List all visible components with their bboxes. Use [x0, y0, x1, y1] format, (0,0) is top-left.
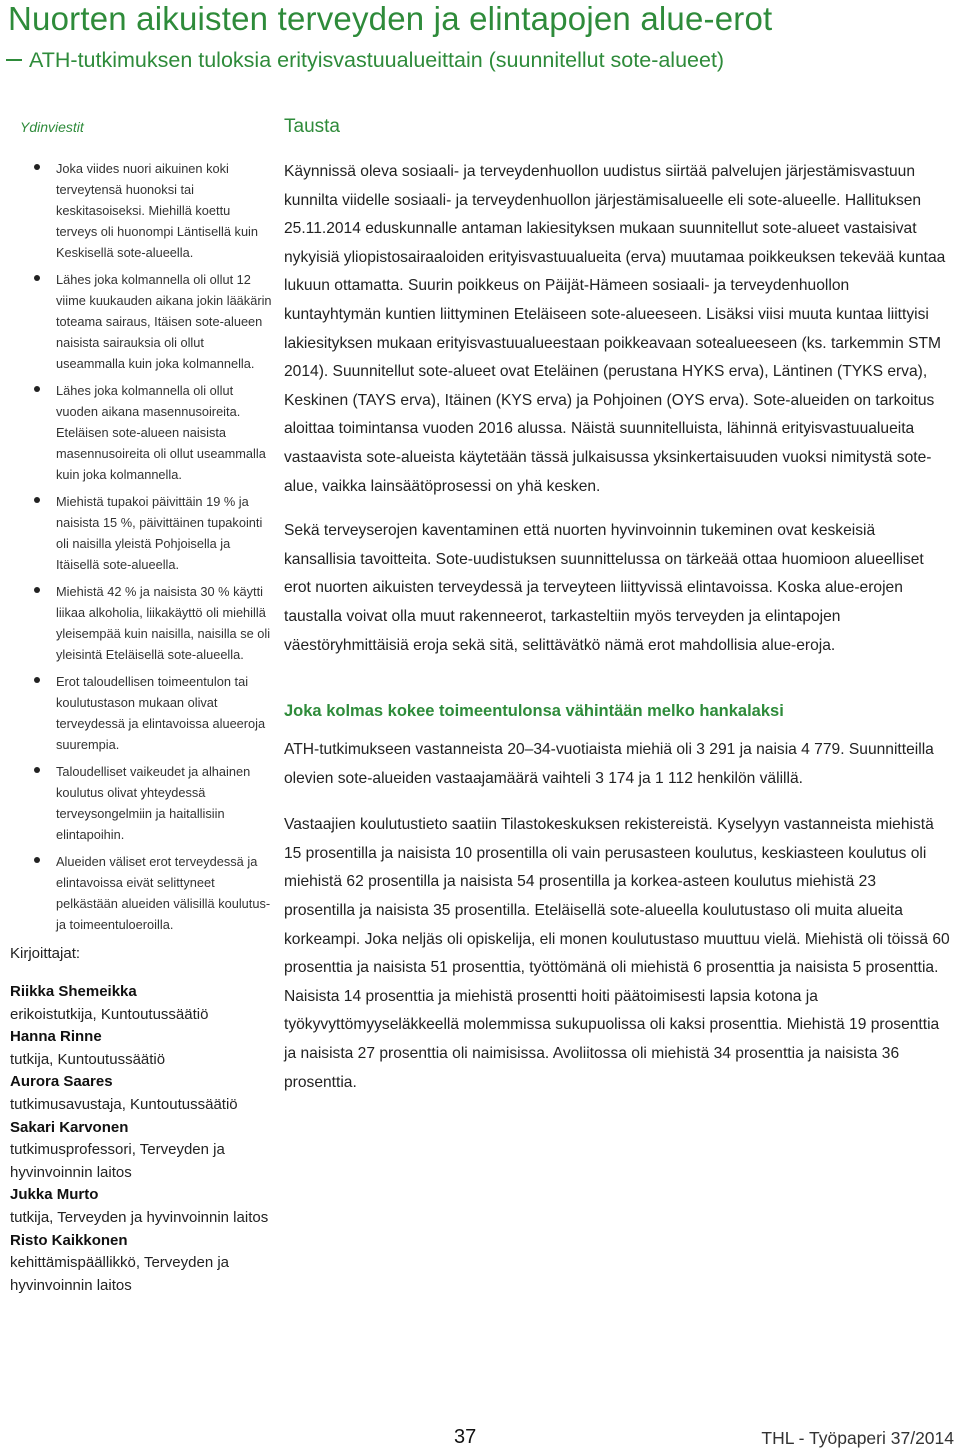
subtitle-row [0, 46, 960, 74]
dash-decoration [6, 59, 22, 61]
background-paragraph-1: Käynnissä oleva sosiaali- ja terveydenhuollon uudistus siirtää palvelujen järjestämisvastuun kunnilta viidelle sosiaali- ja terveydenhuollon järjestämisalueelle eli sote-alueelle. Hallituksen 25.11.2014 eduskunnalle antaman lakiesityksen mukaan suunnitellut sote-alueet vastaisivat nykyisiä yliopistosairaaloiden erityisvastuualueita (erva) muutamaa poikkeuksen tekevää kuntaa lukuun ottamatta. Suurin poikkeus on Päijät-Hämeen sosiaali- ja terveydenhuollon kuntayhtymän kuntien liittyminen Eteläiseen sote-alueeseen. Lisäksi viisi muuta kuntaa liittyisi lakiesityksen mukaan erityisvastuualueestaan poikkeavaan sotealueeseen (ks. tarkemmin STM 2014). Suunnitellut sote-alueet ovat Eteläinen (perustana HYKS erva), Läntinen (TYKS erva), Keskinen (TAYS erva), Itäinen (KYS erva) ja Pohjoinen (OYS erva). Sote-alueiden on tarkoitus aloittaa toimintansa vuoden 2016 alussa. Näistä suunnitelluista, lähinnä erityisvastuualueita vastaavista sote-alueista käytetään tässä julkaisussa yksinkertaisuuden vuoksi nimitystä sote-alue, vaikka lainsäätöprosessi on yhä kesken. [284, 163, 946, 495]
bullet-icon [34, 164, 40, 170]
key-messages-column [10, 114, 272, 941]
key-message-text: Miehistä 42 % ja naisista 30 % käytti liikaa alkoholia, liikakäyttö oli miehillä yleisempää kuin naisilla, naisilla se oli yleisintä Eteläisellä sote-alueella. [56, 584, 271, 662]
key-message-text: Taloudelliset vaikeudet ja alhainen koulutus olivat yhteydessä terveysongelmiin ja haitallisiin elintapoihin. [56, 764, 251, 842]
key-message-text: Alueiden väliset erot terveydessä ja elintavoissa eivät selittyneet pelkästään alueiden välisillä koulutus- ja toimeentuloeroilla. [56, 854, 271, 932]
bullet-icon [34, 587, 40, 593]
key-messages-heading: Ydinviestit [20, 119, 84, 135]
authors-heading: Kirjoittajat: [10, 945, 81, 962]
income-paragraph-1: ATH-tutkimukseen vastanneista 20–34-vuotiaista miehiä oli 3 291 ja naisia 4 779. Suunnitteilla olevien sote-alueiden vastaajamäärä vaihteli 3 174 ja 1 112 henkilön välillä. [284, 741, 934, 787]
authors-section [10, 943, 280, 1297]
key-message-text: Lähes joka kolmannella oli ollut vuoden aikana masennusoireita. Eteläisen sote-alueen naisista masennusoireita oli ollut useammalla kuin joka kolmannella. [56, 383, 266, 482]
author-role: erikoistutkija, Kuntoutussäätiö [10, 1005, 209, 1023]
bullet-icon [34, 857, 40, 863]
author-role: tutkimusprofessori, Terveyden ja hyvinvoinnin laitos [10, 1141, 225, 1181]
key-message-item [10, 761, 272, 845]
page-title: Nuorten aikuisten terveyden ja elintapojen alue-erot [8, 0, 773, 37]
key-message-item [10, 158, 272, 263]
key-message-text: Lähes joka kolmannella oli ollut 12 viime kuukauden aikana jokin lääkärin toteama sairaus, Itäisen sote-alueen naisista sairauksia oli ollut useammalla kuin joka kolmannella. [56, 272, 272, 371]
author-name: Riikka Shemeikka [10, 983, 137, 1000]
author-name: Aurora Saares [10, 1073, 113, 1091]
author-name: Sakari Karvonen [10, 1118, 129, 1136]
bullet-icon [34, 677, 40, 683]
bullet-icon [34, 386, 40, 392]
income-heading: Joka kolmas kokee toimeentulonsa vähintään melko hankalaksi [284, 702, 784, 721]
key-message-text: Miehistä tupakoi päivittäin 19 % ja naisista 15 %, päivittäinen tupakointi oli naisilla yleistä Pohjoisella ja Itäisellä sote-alueella. [56, 494, 263, 572]
income-paragraph-2: Vastaajien koulutustieto saatiin Tilastokeskuksen rekistereistä. Kyselyyn vastanneista miehistä 15 prosentilla ja naisista 10 prosentilla oli vain perusasteen koulutus, keskiasteen koulutus oli miehistä 62 prosentilla ja naisista 54 prosentilla ja korkea-asteen koulutus miehistä 23 prosentilla ja naisista 35 prosentilla. Eteläisellä sote-alueella koulutustaso oli muita alueita korkeampi. Joka neljäs oli opiskelija, eli monen koulutustaso muuttuu vielä. Miehistä oli töissä 60 prosenttia ja naisista 51 prosenttia, työttömänä oli miehistä 6 prosenttia ja naisista 5 prosenttia. Naisista 14 prosenttia ja miehistä prosentti hoiti päätoimisesti lapsia kotona ja työkyvyttömyyseläkkeellä molemmissa sukupuolissa oli kaksi prosenttia. Miehistä 19 prosenttia ja naisista 27 prosenttia oli naimisissa. Avoliitossa oli miehistä 34 prosenttia ja naisista 36 prosenttia. [284, 816, 950, 1091]
author-list [10, 981, 280, 1297]
background-heading: Tausta [284, 116, 340, 137]
author-role: kehittämispäällikkö, Terveyden ja hyvinvoinnin laitos [10, 1254, 230, 1294]
key-message-item [10, 581, 272, 665]
background-paragraph-2: Sekä terveyserojen kaventaminen että nuorten hyvinvoinnin tukeminen ovat keskeisiä kansallisia tavoitteita. Sote-uudistuksen suunnittelussa on tärkeää ottaa huomioon alueelliset erot nuorten aikuisten terveydessä ja terveyteen liittyvissä elintavoissa. Koska alue-erojen taustalla voivat olla muut rakenneerot, tarkasteltiin myös terveyden ja elintapojen väestöryhmittäisiä eroja sekä sitä, selittävätkö nämä erot mahdollisia alue-eroja. [284, 522, 924, 654]
page-subtitle: ATH-tutkimuksen tuloksia erityisvastuualueittain (suunnitellut sote-alueet) [29, 48, 725, 72]
key-message-text: Erot taloudellisen toimeentulon tai koulutustason mukaan olivat terveydessä ja elintavoissa alueeroja suurempia. [56, 674, 266, 752]
bullet-icon [34, 497, 40, 503]
author-name: Risto Kaikkonen [10, 1231, 128, 1249]
page-number: 37 [454, 1426, 477, 1448]
publication-label: THL - Työpaperi 37/2014 [761, 1428, 954, 1448]
key-messages-list [10, 158, 272, 935]
key-message-item [10, 851, 272, 935]
author-name: Hanna Rinne [10, 1028, 102, 1046]
key-message-item [10, 380, 272, 485]
key-message-item [10, 491, 272, 575]
main-column [284, 114, 950, 1113]
bullet-icon [34, 767, 40, 773]
author-role: tutkija, Terveyden ja hyvinvoinnin laitos [10, 1208, 269, 1226]
key-message-item [10, 269, 272, 374]
author-role: tutkija, Kuntoutussäätiö [10, 1050, 166, 1068]
key-message-text: Joka viides nuori aikuinen koki terveytensä huonoksi tai keskitasoiseksi. Miehillä koettu terveys oli huonompi Läntisellä kuin Keskisellä sote-alueella. [56, 161, 259, 260]
author-role: tutkimusavustaja, Kuntoutussäätiö [10, 1095, 238, 1113]
bullet-icon [34, 275, 40, 281]
author-name: Jukka Murto [10, 1186, 99, 1204]
key-message-item [10, 671, 272, 755]
